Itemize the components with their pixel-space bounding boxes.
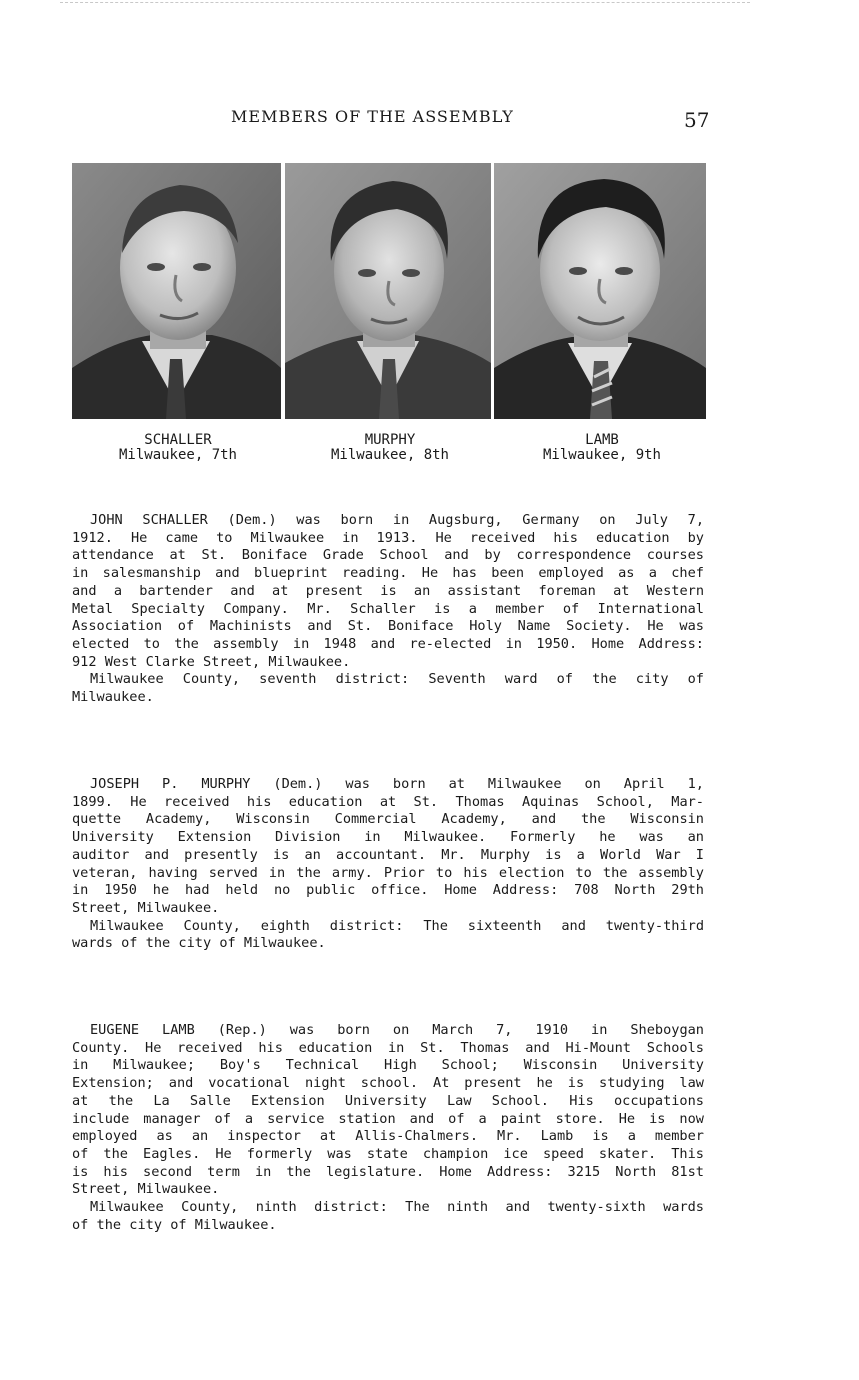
bio-line: 1899. He received his education at St. Thomas Aquinas School, Mar- — [72, 793, 704, 810]
district-description-line: Milwaukee. — [72, 689, 154, 706]
bio-line: University Extension Division in Milwaukee. Formerly he was an — [72, 829, 704, 846]
member-district: Milwaukee, 9th — [542, 447, 661, 463]
bio-line: quette Academy, Wisconsin Commercial Academy, and the Wisconsin — [72, 811, 704, 828]
bio-line: JOSEPH P. MURPHY (Dem.) was born at Milwaukee on April 1, — [90, 776, 704, 792]
portrait-lamb — [494, 163, 706, 419]
biography-schaller — [72, 512, 704, 707]
portrait-schaller — [72, 163, 281, 419]
biography-lamb — [72, 1022, 704, 1234]
district-description-line: Milwaukee County, seventh district: Seventh ward of the city of — [90, 671, 704, 688]
bio-line: of the Eagles. He formerly was state champion ice speed skater. This — [72, 1145, 704, 1162]
bio-line: EUGENE LAMB (Rep.) was born on March 7, 1910 in Sheboygan — [90, 1022, 704, 1038]
bio-line: employed as an inspector at Allis-Chalmers. Mr. Lamb is a member — [72, 1128, 704, 1145]
bio-line: and a bartender and at present is an assistant foreman at Western — [72, 582, 704, 599]
district-description-line: wards of the city of Milwaukee. — [72, 935, 326, 952]
member-name: SCHALLER — [144, 432, 212, 448]
district-description-line: of the city of Milwaukee. — [72, 1216, 277, 1233]
bio-line: auditor and presently is an accountant. Mr. Murphy is a World War I — [72, 846, 704, 863]
bio-line: JOHN SCHALLER (Dem.) was born in Augsburg, Germany on July 7, — [90, 512, 704, 528]
member-name: MURPHY — [364, 432, 416, 448]
bio-line: Metal Specialty Company. Mr. Schaller is a member of International — [72, 600, 704, 617]
bio-line: in Milwaukee; Boy's Technical High School; Wisconsin University — [72, 1057, 704, 1074]
biography-murphy — [72, 776, 704, 953]
caption-lamb — [522, 433, 682, 463]
page-title: MEMBERS OF THE ASSEMBLY — [231, 107, 514, 126]
bio-line: 1912. He came to Milwaukee in 1913. He received his education by — [72, 529, 704, 546]
bio-line: Association of Machinists and St. Boniface Holy Name Society. He was — [72, 618, 704, 635]
bio-line: Street, Milwaukee. — [72, 1181, 220, 1198]
page-number: 57 — [684, 108, 710, 132]
bio-line: in salesmanship and blueprint reading. He has been employed as a chef — [72, 565, 704, 582]
bio-line: elected to the assembly in 1948 and re-elected in 1950. Home Address: — [72, 635, 704, 652]
member-district: Milwaukee, 8th — [330, 447, 449, 463]
bio-line: is his second term in the legislature. Home Address: 3215 North 81st — [72, 1163, 704, 1180]
district-description-line: Milwaukee County, ninth district: The ninth and twenty-sixth wards — [90, 1199, 704, 1216]
bio-line: in 1950 he had held no public office. Home Address: 708 North 29th — [72, 882, 704, 899]
bio-line: 912 West Clarke Street, Milwaukee. — [72, 653, 351, 670]
caption-murphy — [310, 433, 470, 463]
member-name: LAMB — [585, 432, 619, 448]
scan-edge-line — [60, 2, 750, 4]
bio-line: veteran, having served in the army. Prior to his election to the assembly — [72, 864, 704, 881]
portrait-murphy — [285, 163, 491, 419]
bio-line: County. He received his education in St. Thomas and Hi-Mount Schools — [72, 1039, 704, 1056]
member-district: Milwaukee, 7th — [118, 447, 237, 463]
bio-line: Street, Milwaukee. — [72, 899, 220, 916]
bio-line: include manager of a service station and of a paint store. He is now — [72, 1110, 704, 1127]
bio-line: attendance at St. Boniface Grade School and by correspondence courses — [72, 547, 704, 564]
caption-schaller — [98, 433, 258, 463]
district-description-line: Milwaukee County, eighth district: The sixteenth and twenty-third — [90, 917, 704, 934]
bio-line: at the La Salle Extension University Law School. His occupations — [72, 1092, 704, 1109]
bio-line: Extension; and vocational night school. At present he is studying law — [72, 1075, 704, 1092]
